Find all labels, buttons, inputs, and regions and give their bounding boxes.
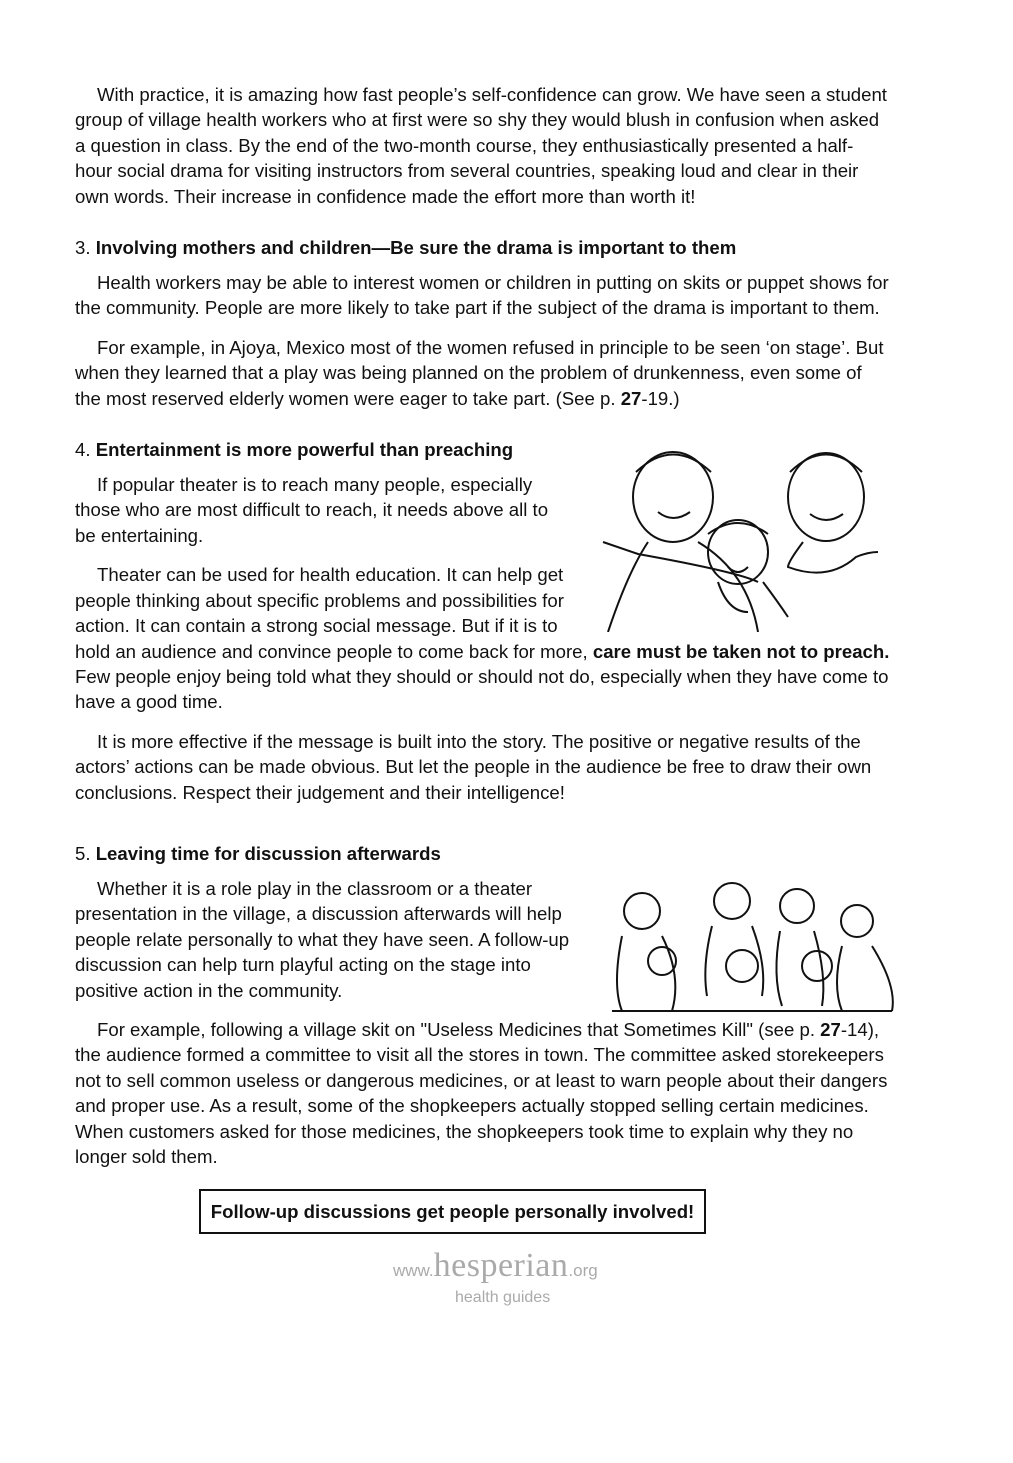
section-5-heading: 5. Leaving time for discussion afterwards (75, 842, 441, 864)
section-3-paragraph: Health workers may be able to interest women or children in putting on skits or puppet shows for the community. People are more likely to take part if the subject of the drama is important to them. (75, 272, 889, 319)
section-5-paragraph: For example, following a village skit on "Useless Medicines that Sometimes Kill" (see p. 27-14), the audience formed a committee to visit all the stores in town. The committee asked storekeepers not to sell common useless or dangerous medicines, or at least to warn people about their dangers and proper use. As a result, some of the shopkeepers actually stopped selling certain medicines. When customers asked for those medicines, the shopkeepers took time to explain why they no longer sold them. (75, 1018, 888, 1167)
section-4-heading: 4. Entertainment is more powerful than preaching (75, 439, 514, 461)
section-5-paragraph: Whether it is a role play in the classroom or a theater presentation in the village, a discussion afterwards will help people relate personally to what they have seen. A follow-up discussion can help turn playful acting on the stage into positive action in the community. (75, 877, 570, 1001)
callout-box: Follow-up discussions get people personally involved! (199, 1189, 707, 1234)
document-page (75, 0, 890, 1307)
hesperian-logo[interactable] (393, 1248, 633, 1307)
section-3-heading: 3. Involving mothers and children—Be sure the drama is important to them (75, 237, 737, 259)
intro-paragraph: With practice, it is amazing how fast people’s self-confidence can grow. We have seen a student group of village health workers who at first were so shy they would blush in confusion when asked a question in class. By the end of the two-month course, they enthusiastically presented a half-hour social drama for visiting instructors from several countries, speaking loud and clear in their own words. Their increase in confidence made the effort more than worth it! (75, 84, 887, 207)
logo-tagline: health guides (455, 1289, 551, 1307)
family-laughing-illustration (578, 442, 898, 632)
section-4-paragraph: If popular theater is to reach many people, especially those who are most difficult to reach, it needs above all to be entertaining. (75, 474, 549, 546)
section-3-paragraph: For example, in Ajoya, Mexico most of the women refused in principle to be seen ‘on stage’. But when they learned that a play was being planned on the problem of drunkenness, even some of the most reserved elderly women were eager to take part. (See p. 27-19.) (75, 336, 884, 409)
section-4-paragraph: Theater can be used for health education. It can help get people thinking about specific problems and possibilities for action. It can contain a strong social message. But if it is to hold an audience and convince people to come back for more, care must be taken not to preach. Few people enjoy being told what they should or should not do, especially when they have come to have a good time. (75, 564, 890, 713)
group-discussion-illustration (602, 876, 902, 1016)
section-4-paragraph: It is more effective if the message is built into the story. The positive or negative results of the actors’ actions can be made obvious. But let the people in the audience be free to draw their own conclusions. Respect their judgement and their intelligence! (75, 730, 872, 803)
logo-wordmark: www.hesperian.org (393, 1247, 598, 1285)
